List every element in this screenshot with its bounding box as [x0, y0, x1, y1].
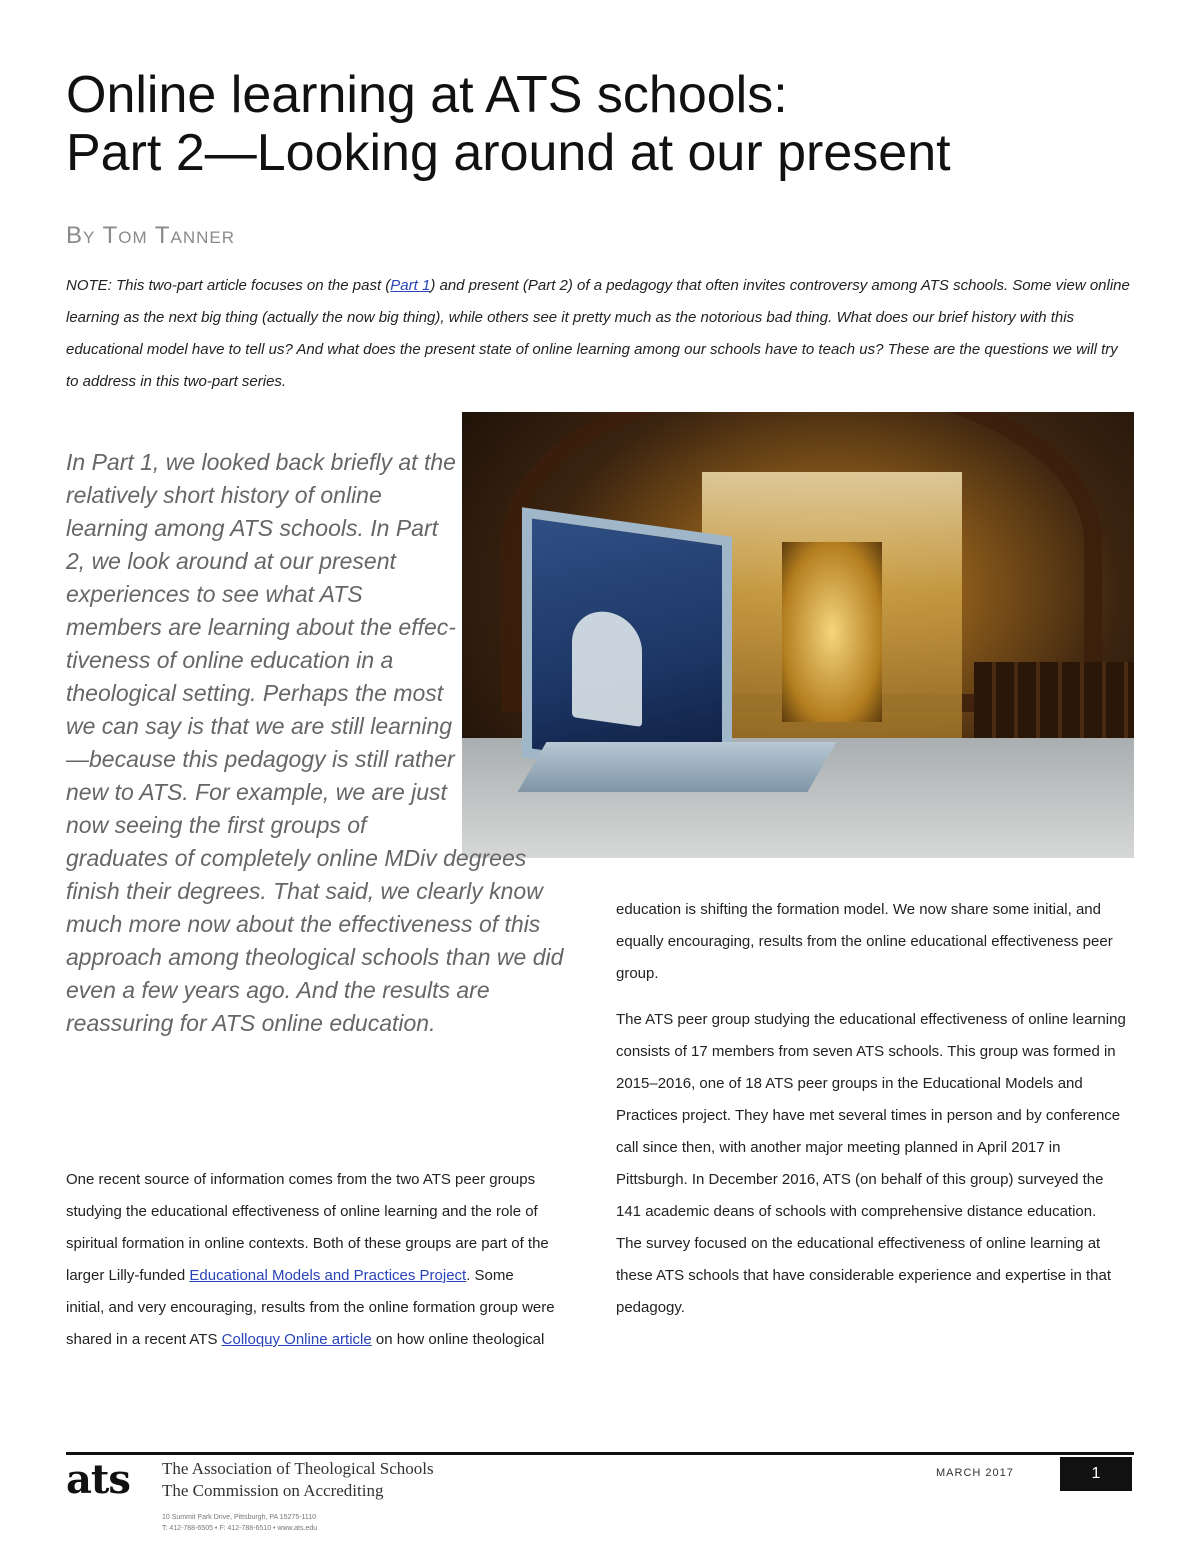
lede-narrow: In Part 1, we looked back briefly at the relatively short history of online learning among ATS schools. In Part 2, we look around at our present experiences to see what ATS members are learning about the effectiveness of online education in a theological setting. Perhaps the most we can say is that we are still learning—because this pedagogy is still rather new to ATS. For example, we are just now seeing the first groups of — [66, 449, 456, 838]
chapel-laptop-photo — [462, 412, 1134, 858]
part-1-link[interactable]: Part 1 — [390, 277, 431, 294]
org-line-2: The Commission on Accrediting — [162, 1481, 384, 1500]
photo-laptop-window — [572, 607, 642, 727]
byline: By Tom Tanner — [66, 222, 236, 249]
footer-address — [162, 1512, 317, 1534]
left-column-paragraph — [66, 1164, 556, 1356]
page-number: 1 — [1060, 1457, 1132, 1491]
title-line-2: Part 2—Looking around at our present — [66, 124, 951, 182]
left-text-2: . Some initial, and very encouraging, results from the online formation group were shared in a recent ATS — [66, 1267, 555, 1348]
note-text-1: NOTE: This two-part article focuses on the past ( — [66, 277, 391, 294]
note-text-2: ) and present (Part 2) of a pedagogy that often invites controversy among ATS schools. Some view online learning as the next big thing (actually the now big thing), while others see it pretty much as the notorious bad thing. What does our brief history with this educational model have to tell us? And what does the present state of online learning among our schools have to teach us? These are the questions we will try to address in this two-part series. — [66, 277, 1130, 390]
address-line-2: T: 412-788-6505 • F: 412-788-6510 • www.ats.edu — [162, 1525, 318, 1532]
right-column-continuation: education is shifting the formation model. We now share some initial, and equally encouraging, results from the online educational effectiveness peer group. — [616, 901, 1113, 982]
ats-logo: ats — [66, 1456, 130, 1503]
title-line-1: Online learning at ATS schools: — [66, 66, 788, 124]
lede-wide: graduates of completely online MDiv degrees finish their degrees. That said, we clearly know much more now about the effectiveness of this approach among theological schools than we did even a few years ago. And the results are reassuring for ATS online education. — [66, 845, 564, 1036]
right-column-paragraph: The ATS peer group studying the educational effectiveness of online learning consists of 17 members from seven ATS schools. This group was formed in 2015–2016, one of 18 ATS peer groups in the Educational Models and Practices project. They have met several times in person and by conference call since then, with another major meeting planned in April 2017 in Pittsburgh. In December 2016, ATS (on behalf of this group) surveyed the 141 academic deans of schools with comprehensive distance education. The survey focused on the educational effectiveness of online learning at these ATS schools that have considerable experience and expertise in that pedagogy. — [616, 1011, 1126, 1316]
left-text-1: One recent source of information comes from the two ATS peer groups studying the educational effectiveness of online learning and the role of spiritual formation in online contexts. Both of these groups are part of the larger Lilly-funded — [66, 1171, 549, 1284]
lede-paragraph — [66, 446, 564, 1040]
article-title — [66, 66, 1166, 182]
editor-note — [66, 270, 1130, 398]
footer-date: MARCH 2017 — [936, 1467, 1014, 1479]
colloquy-online-link[interactable]: Colloquy Online article — [221, 1331, 372, 1348]
org-line-1: The Association of Theological Schools — [162, 1459, 434, 1478]
footer-organization — [162, 1458, 434, 1502]
photo-laptop-base — [518, 742, 837, 792]
address-line-1: 10 Summit Park Drive, Pittsburgh, PA 15275-1110 — [162, 1514, 317, 1521]
left-text-3: on how online theological — [371, 1331, 545, 1348]
photo-altar-center — [782, 542, 882, 722]
footer-rule — [66, 1452, 1134, 1455]
educational-models-link[interactable]: Educational Models and Practices Project — [189, 1267, 467, 1284]
